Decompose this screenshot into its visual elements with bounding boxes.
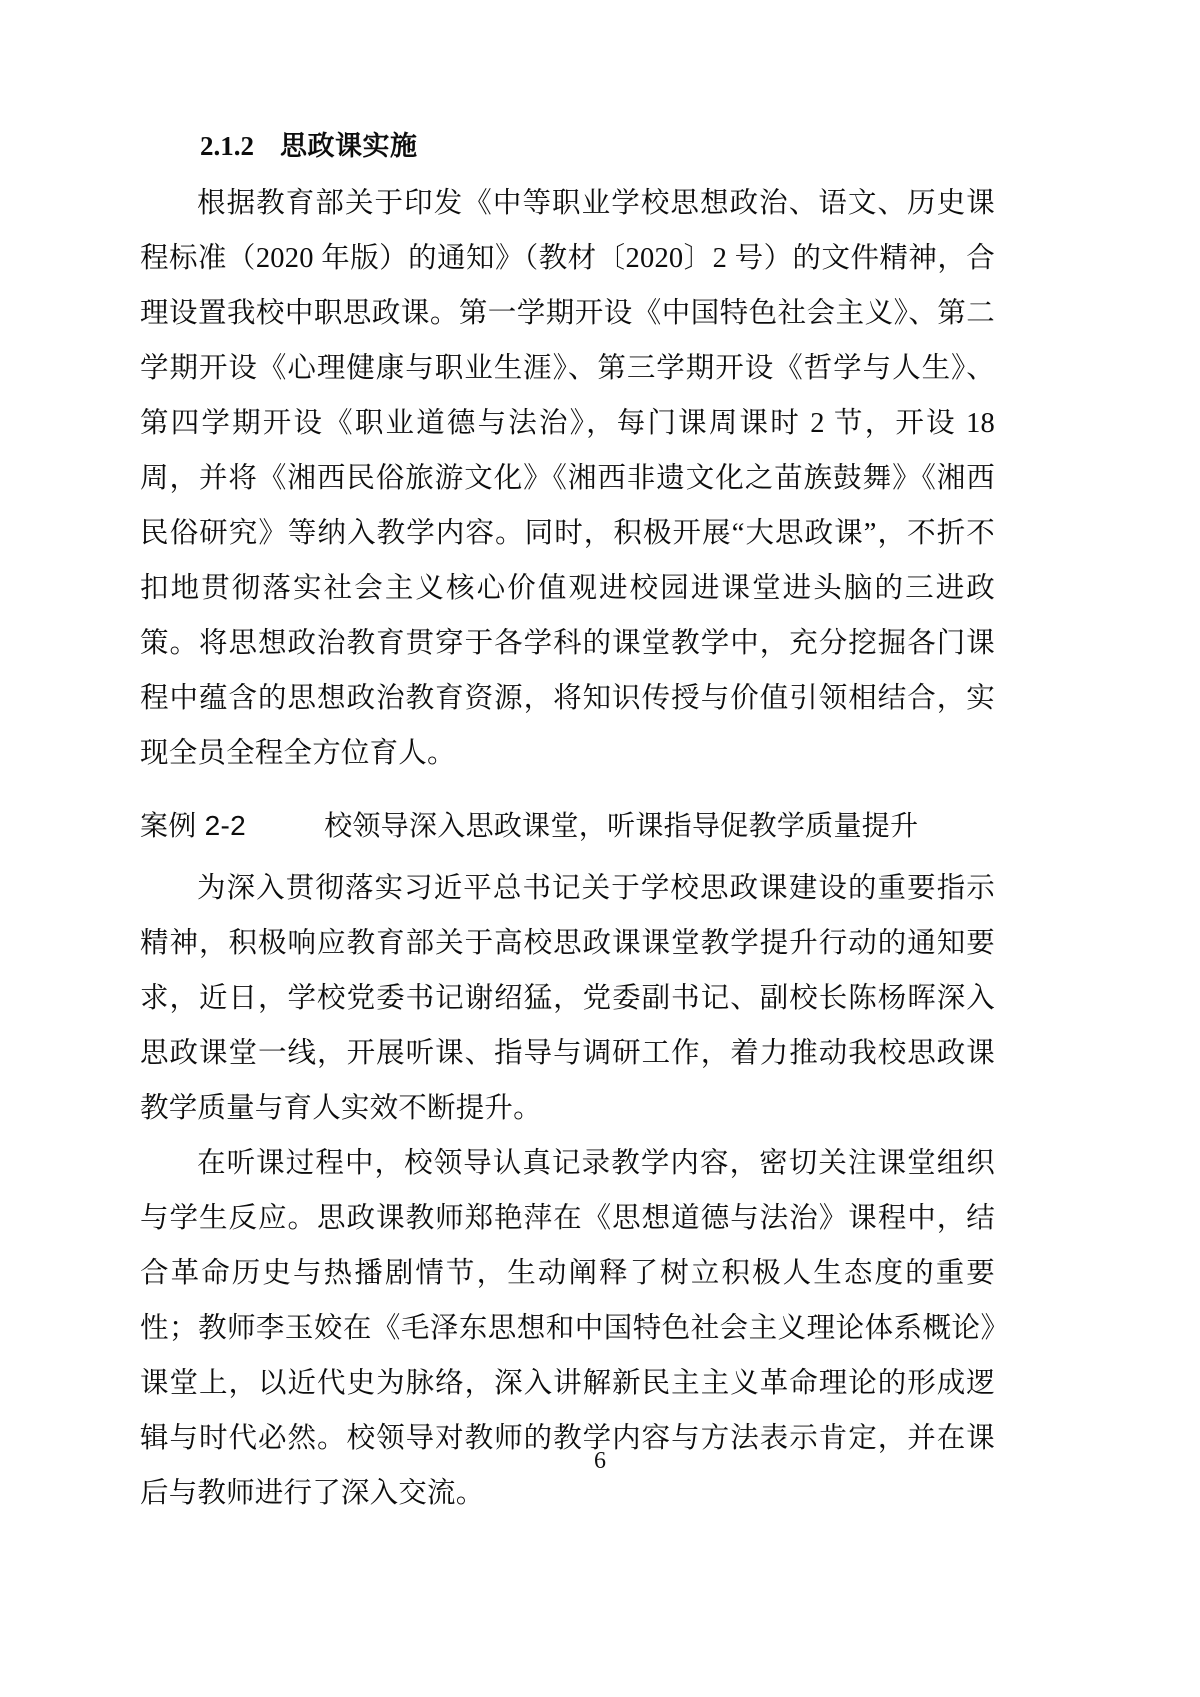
section-heading xyxy=(140,128,995,164)
paragraph-case-background: 为深入贯彻落实习近平总书记关于学校思政课建设的重要指示精神，积极响应教育部关于高校思政课课堂教学提升行动的通知要求，近日，学校党委书记谢绍猛，党委副书记、副校长陈杨晖深入思政课堂一线，开展听课、指导与调研工作，着力推动我校思政课教学质量与育人实效不断提升。 xyxy=(140,873,995,1125)
paragraph-curriculum: 根据教育部关于印发《中等职业学校思想政治、语文、历史课程标准（2020 年版）的通知》（教材〔2020〕2 号）的文件精神，合理设置我校中职思政课。第一学期开设《中国特色社会主义》、第二学期开设《心理健康与职业生涯》、第三学期开设《哲学与人生》、第四学期开设《职业道德与法治》，每门课周课时 2 节，开设 18 周，并将《湘西民俗旅游文化》《湘西非遗文化之苗族鼓舞》《湘西民俗研究》等纳入教学内容。同时，积极开展“大思政课”，不折不扣地贯彻落实社会主义核心价值观进校园进课堂进头脑的三进政策。将思想政治教育贯穿于各学科的课堂教学中，充分挖掘各门课程中蕴含的思想政治教育资源，将知识传授与价值引领相结合，实现全员全程全方位育人。 xyxy=(140,188,995,770)
case-title: 校领导深入思政课堂，听课指导促教学质量提升 xyxy=(324,810,919,842)
case-label: 案例 2-2 xyxy=(140,810,247,842)
page-number: 6 xyxy=(594,1448,606,1474)
case-heading xyxy=(140,797,995,855)
section-number: 2.1.2 xyxy=(200,131,254,161)
paragraph-case-details: 在听课过程中，校领导认真记录教学内容，密切关注课堂组织与学生反应。思政课教师郑艳萍在《思想道德与法治》课程中，结合革命历史与热播剧情节，生动阐释了树立积极人生态度的重要性；教师李玉姣在《毛泽东思想和中国特色社会主义理论体系概论》课堂上，以近代史为脉络，深入讲解新民主主义革命理论的形成逻辑与时代必然。校领导对教师的教学内容与方法表示肯定，并在课后与教师进行了深入交流。 xyxy=(140,1148,995,1510)
page-content xyxy=(140,128,995,1521)
section-title: 思政课实施 xyxy=(280,131,418,161)
